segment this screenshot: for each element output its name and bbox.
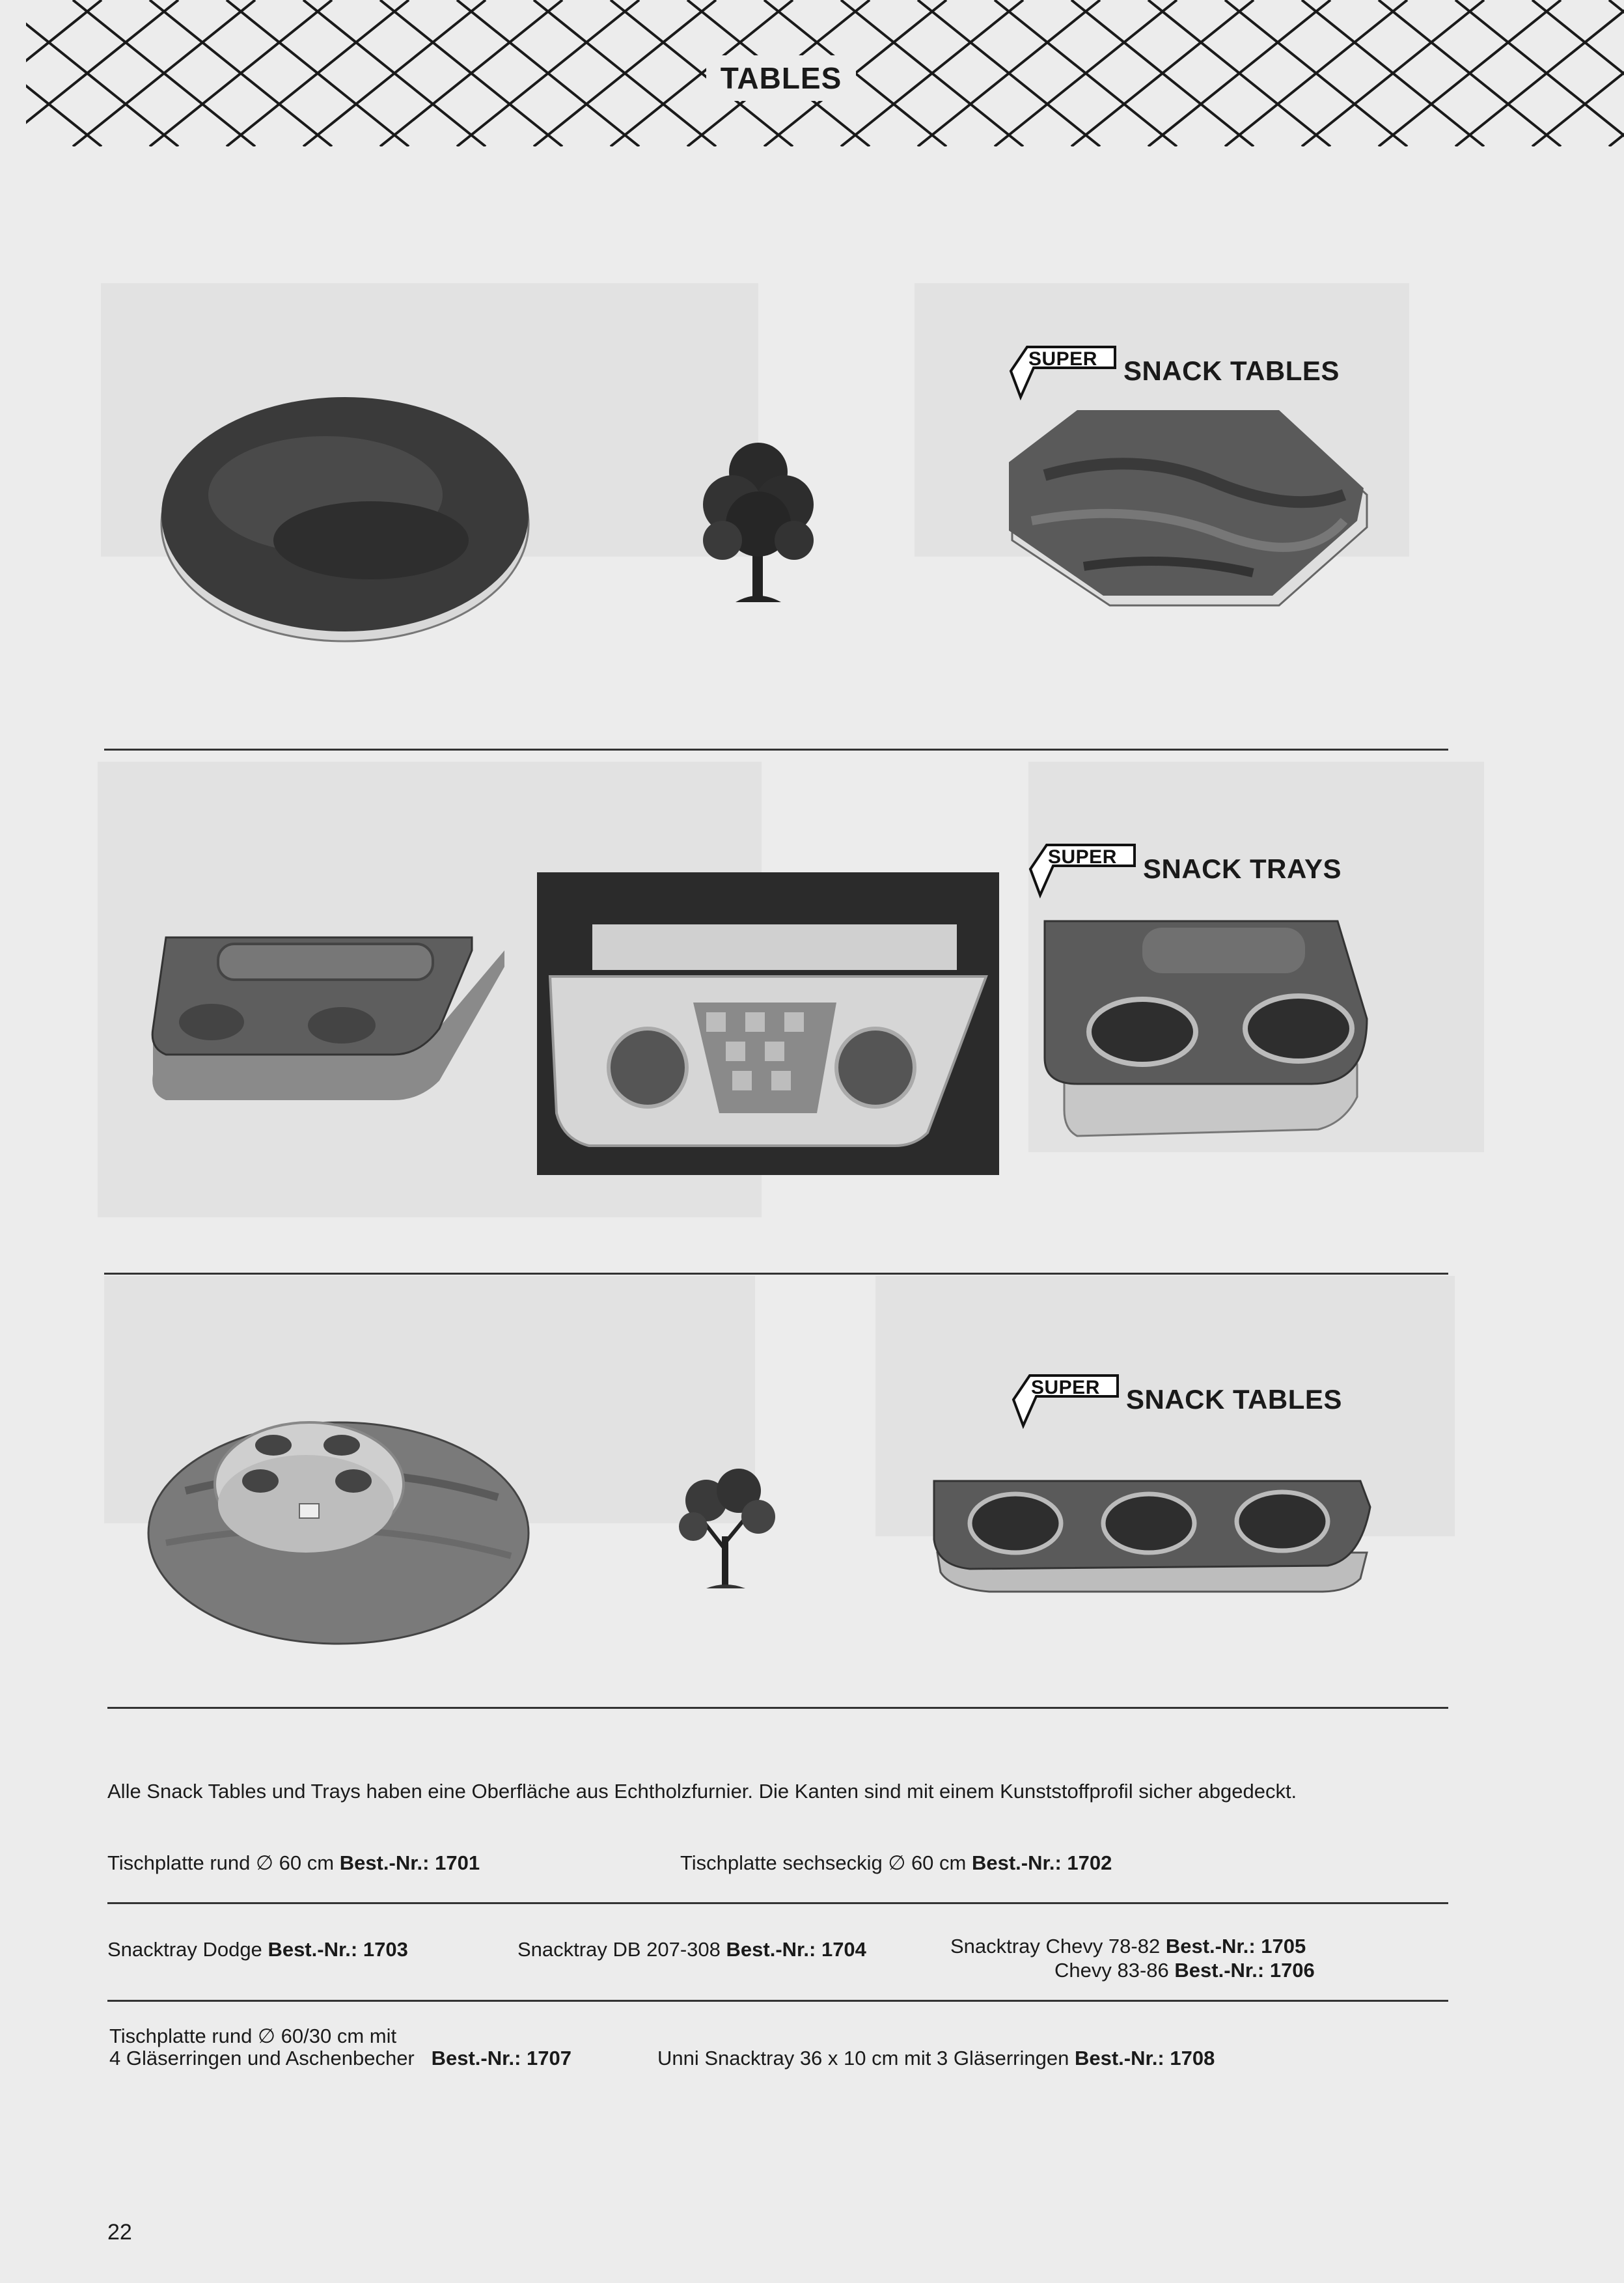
round-table-photo: [156, 384, 534, 651]
svg-text:SUPER: SUPER: [1031, 1377, 1100, 1398]
section-divider: [104, 749, 1448, 751]
snacktray-db-photo: [537, 872, 999, 1175]
svg-text:SUPER: SUPER: [1028, 348, 1097, 370]
tree-icon: [674, 1465, 778, 1592]
product-1707-line1: Tischplatte rund ∅ 60/30 cm mit: [109, 2025, 397, 2047]
super-logo-icon: [1008, 342, 1118, 400]
product-1707: 4 Gläserringen und Aschenbecher Best.-Nr.: 1707: [109, 2047, 571, 2069]
octagonal-table-photo: [1006, 410, 1370, 612]
super-snack-trays-heading: [1027, 840, 1342, 898]
section-divider: [107, 1707, 1448, 1709]
product-1703: Snacktray Dodge Best.-Nr.: 1703: [107, 1938, 408, 1961]
snacktray-chevy-photo: [1038, 915, 1373, 1139]
product-1705: Snacktray Chevy 78-82 Best.-Nr.: 1705: [950, 1935, 1306, 1958]
product-1708: Unni Snacktray 36 x 10 cm mit 3 Gläserringen Best.-Nr.: 1708: [657, 2047, 1215, 2069]
super-logo-icon: [1027, 840, 1138, 898]
svg-text:SUPER: SUPER: [1048, 846, 1117, 868]
snacktray-dodge-photo: [146, 931, 511, 1120]
brand-label: SNACK TRAYS: [1143, 853, 1342, 884]
round-table-with-glass-rings-photo: [146, 1413, 530, 1647]
product-1704: Snacktray DB 207-308 Best.-Nr.: 1704: [517, 1938, 866, 1961]
unni-snacktray-photo: [931, 1474, 1373, 1595]
product-1702: Tischplatte sechseckig ∅ 60 cm Best.-Nr.: 1702: [680, 1851, 1112, 1874]
product-1706: Chevy 83-86 Best.-Nr.: 1706: [1054, 1959, 1315, 1982]
page-number: 22: [107, 2220, 132, 2245]
brand-label: SNACK TABLES: [1126, 1384, 1342, 1415]
description-text: Alle Snack Tables und Trays haben eine Oberfläche aus Echtholzfurnier. Die Kanten sind mit einem Kunststoffprofil sicher abgedeckt.: [107, 1780, 1297, 1803]
list-divider: [107, 2000, 1448, 2002]
page-title: TABLES: [706, 55, 856, 101]
section-divider: [104, 1273, 1448, 1275]
product-1701: Tischplatte rund ∅ 60 cm Best.-Nr.: 1701: [107, 1851, 480, 1874]
list-divider: [107, 1902, 1448, 1904]
super-snack-tables-heading: [1008, 342, 1340, 400]
tree-icon: [696, 433, 820, 609]
brand-label: SNACK TABLES: [1123, 355, 1340, 386]
super-logo-icon: [1010, 1370, 1121, 1429]
super-snack-tables-heading: [1010, 1370, 1342, 1429]
